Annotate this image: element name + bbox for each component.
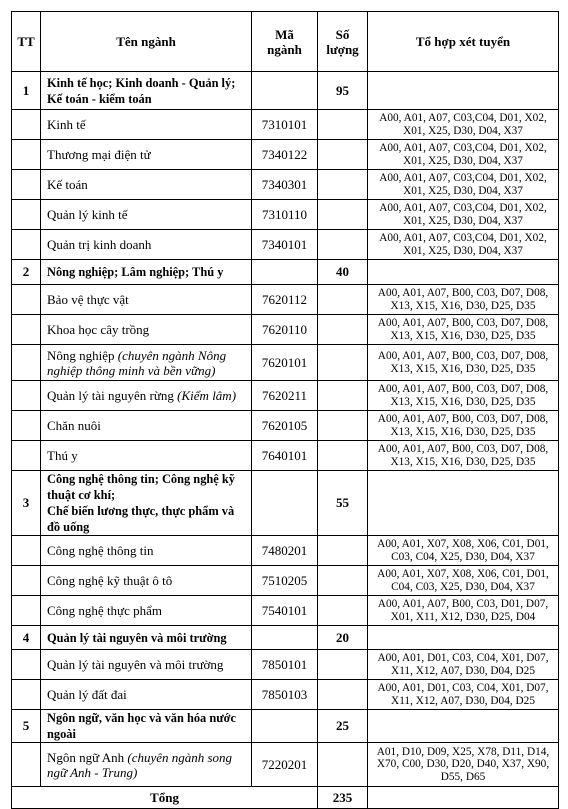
group-row xyxy=(12,471,559,536)
group-qty: 55 xyxy=(318,471,368,536)
admission-table xyxy=(11,11,559,809)
major-row xyxy=(12,680,559,710)
total-label: Tổng xyxy=(12,787,318,809)
major-row xyxy=(12,650,559,680)
group-name: Công nghệ thông tin; Công nghệ kỹ thuật cơ khí; Chế biến lương thực, thực phẩm và đồ uống xyxy=(41,471,252,536)
major-code: 7340122 xyxy=(252,140,318,170)
major-row xyxy=(12,230,559,260)
header-row xyxy=(12,12,559,72)
header-name: Tên ngành xyxy=(41,12,252,72)
group-qty: 25 xyxy=(318,710,368,743)
major-row xyxy=(12,285,559,315)
major-row xyxy=(12,110,559,140)
major-note: (chuyên ngành song ngữ Anh - Trung) xyxy=(47,749,233,780)
major-name: Khoa học cây trồng xyxy=(41,315,252,345)
major-name: Chăn nuôi xyxy=(41,411,252,441)
group-combo-empty xyxy=(368,72,559,110)
major-code: 7480201 xyxy=(252,536,318,566)
major-code: 7620112 xyxy=(252,285,318,315)
major-code: 7510205 xyxy=(252,566,318,596)
major-row xyxy=(12,381,559,411)
major-combos: A00, A01, X07, X08, X06, C01, D01, C03, C04, X25, D30, D04, X37 xyxy=(368,536,559,566)
major-combos: A00, A01, A07, C03,C04, D01, X02, X01, X25, D30, D04, X37 xyxy=(368,110,559,140)
major-combos: A00, A01, D01, C03, C04, X01, D07, X11, X12, A07, D30, D04, D25 xyxy=(368,680,559,710)
major-name: Công nghệ kỹ thuật ô tô xyxy=(41,566,252,596)
group-number: 3 xyxy=(12,471,41,536)
major-combos: A00, A01, A07, B00, C03, D07, D08, X13, X15, X16, D30, D25, D35 xyxy=(368,345,559,381)
major-name: Kinh tế xyxy=(41,110,252,140)
major-row xyxy=(12,441,559,471)
major-name: Ngôn ngữ Anh (chuyên ngành song ngữ Anh - Trung) xyxy=(41,743,252,787)
major-row xyxy=(12,170,559,200)
group-name: Ngôn ngữ, văn học và văn hóa nước ngoài xyxy=(41,710,252,743)
major-name: Kế toán xyxy=(41,170,252,200)
major-name: Nông nghiệp (chuyên ngành Nông nghiệp thông minh và bền vững) xyxy=(41,345,252,381)
major-name: Quản lý tài nguyên rừng (Kiểm lâm) xyxy=(41,381,252,411)
header-qty: Số lượng xyxy=(318,12,368,72)
major-combos: A01, D10, D09, X25, X78, D11, D14, X70, C00, D30, D20, D40, X37, X90, D55, D65 xyxy=(368,743,559,787)
group-name: Kinh tế học; Kinh doanh - Quản lý; Kế toán - kiểm toán xyxy=(41,72,252,110)
major-name: Công nghệ thông tin xyxy=(41,536,252,566)
major-row xyxy=(12,536,559,566)
major-name: Công nghệ thực phẩm xyxy=(41,596,252,626)
group-number: 4 xyxy=(12,626,41,650)
major-combos: A00, A01, D01, C03, C04, X01, D07, X11, X12, A07, D30, D04, D25 xyxy=(368,650,559,680)
group-row xyxy=(12,626,559,650)
total-row xyxy=(12,787,559,809)
group-name: Nông nghiệp; Lâm nghiệp; Thú y xyxy=(41,260,252,285)
group-qty: 20 xyxy=(318,626,368,650)
major-combos: A00, A01, A07, B00, C03, D07, D08, X13, X15, X16, D30, D25, D35 xyxy=(368,441,559,471)
major-combos: A00, A01, A07, B00, C03, D07, D08, X13, X15, X16, D30, D25, D35 xyxy=(368,285,559,315)
major-code: 7340101 xyxy=(252,230,318,260)
major-name: Quản trị kinh doanh xyxy=(41,230,252,260)
major-code: 7310101 xyxy=(252,110,318,140)
major-code: 7620101 xyxy=(252,345,318,381)
header-code: Mã ngành xyxy=(252,12,318,72)
major-code: 7220201 xyxy=(252,743,318,787)
major-name: Quản lý kinh tế xyxy=(41,200,252,230)
major-code: 7850101 xyxy=(252,650,318,680)
major-name: Quản lý đất đai xyxy=(41,680,252,710)
major-row xyxy=(12,411,559,441)
major-row xyxy=(12,200,559,230)
group-number: 2 xyxy=(12,260,41,285)
header-tt: TT xyxy=(12,12,41,72)
major-combos: A00, A01, A07, C03,C04, D01, X02, X01, X25, D30, D04, X37 xyxy=(368,140,559,170)
major-combos: A00, A01, A07, B00, C03, D07, D08, X13, X15, X16, D30, D25, D35 xyxy=(368,315,559,345)
major-combos: A00, A01, A07, B00, C03, D01, D07, X01, X11, X12, D30, D25, D04 xyxy=(368,596,559,626)
major-combos: A00, A01, A07, C03,C04, D01, X02, X01, X25, D30, D04, X37 xyxy=(368,200,559,230)
group-name: Quản lý tài nguyên và môi trường xyxy=(41,626,252,650)
major-combos: A00, A01, A07, B00, C03, D07, D08, X13, X15, X16, D30, D25, D35 xyxy=(368,411,559,441)
major-row xyxy=(12,315,559,345)
major-combos: A00, A01, A07, C03,C04, D01, X02, X01, X25, D30, D04, X37 xyxy=(368,170,559,200)
group-qty: 40 xyxy=(318,260,368,285)
major-note: (chuyên ngành Nông nghiệp thông minh và bền vững) xyxy=(47,347,227,378)
major-code: 7850103 xyxy=(252,680,318,710)
major-code: 7640101 xyxy=(252,441,318,471)
group-qty: 95 xyxy=(318,72,368,110)
major-code: 7340301 xyxy=(252,170,318,200)
major-row xyxy=(12,596,559,626)
group-row xyxy=(12,710,559,743)
major-row xyxy=(12,743,559,787)
major-name: Thương mại điện tử xyxy=(41,140,252,170)
group-number: 5 xyxy=(12,710,41,743)
group-code-empty xyxy=(252,72,318,110)
major-name: Bảo vệ thực vật xyxy=(41,285,252,315)
major-row xyxy=(12,140,559,170)
group-number: 1 xyxy=(12,72,41,110)
major-combos: A00, A01, A07, C03,C04, D01, X02, X01, X25, D30, D04, X37 xyxy=(368,230,559,260)
header-combos: Tổ hợp xét tuyển xyxy=(368,12,559,72)
major-name: Quản lý tài nguyên và môi trường xyxy=(41,650,252,680)
major-code: 7620110 xyxy=(252,315,318,345)
major-note: (Kiểm lâm) xyxy=(177,388,237,403)
total-qty: 235 xyxy=(318,787,368,809)
major-name: Thú y xyxy=(41,441,252,471)
major-combos: A00, A01, A07, B00, C03, D07, D08, X13, X15, X16, D30, D25, D35 xyxy=(368,381,559,411)
major-code: 7310110 xyxy=(252,200,318,230)
major-combos: A00, A01, X07, X08, X06, C01, D01, C04, C03, X25, D30, D04, X37 xyxy=(368,566,559,596)
group-row xyxy=(12,260,559,285)
major-row xyxy=(12,566,559,596)
major-row xyxy=(12,345,559,381)
group-row xyxy=(12,72,559,110)
major-code: 7620105 xyxy=(252,411,318,441)
major-code: 7620211 xyxy=(252,381,318,411)
major-code: 7540101 xyxy=(252,596,318,626)
